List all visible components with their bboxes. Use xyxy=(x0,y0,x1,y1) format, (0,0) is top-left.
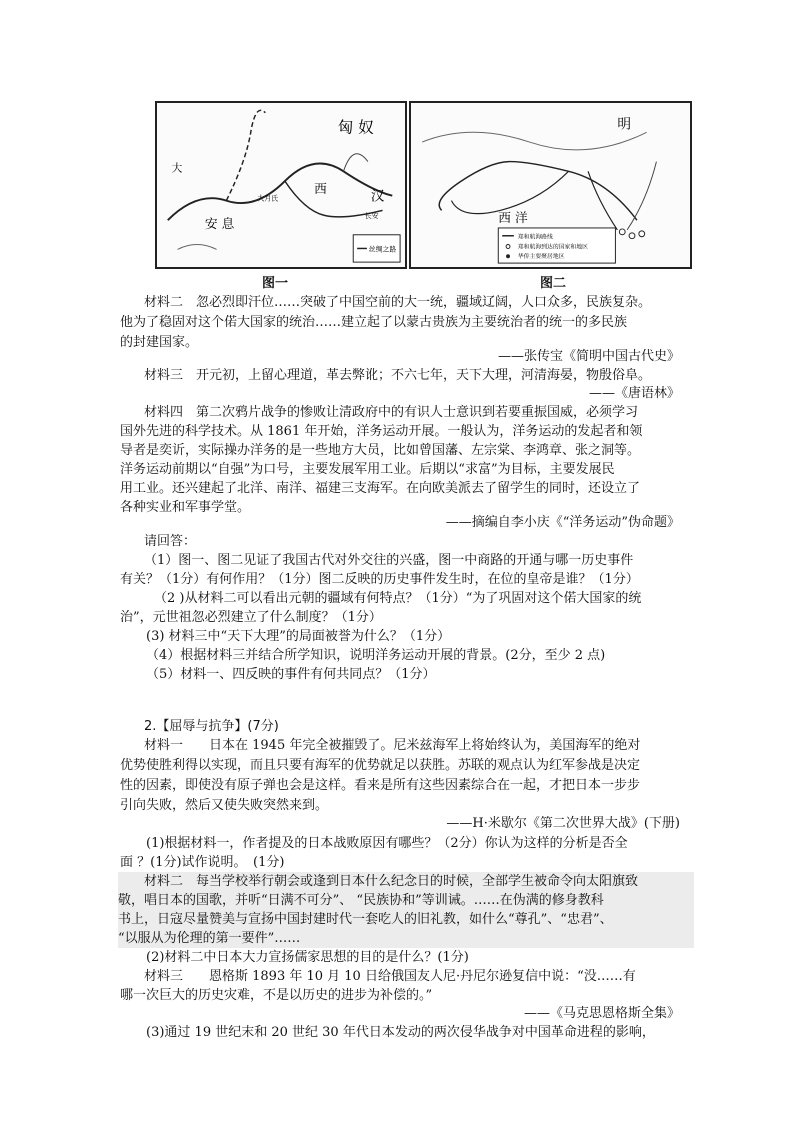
question-2: （2 )从材料二可以看出元朝的疆域有何特点？（1分）“为了巩固对这个偌大国家的统 xyxy=(154,591,642,606)
label-han: 汉 xyxy=(370,188,385,205)
text-line: 国外先进的科学技术。从 1861 年开始，洋务运动开展。一般认为，洋务运动的发起者和领 xyxy=(120,424,643,439)
question-prompt: 请回答： xyxy=(144,534,197,549)
legend-overseas: 华侨主要聚居地区 xyxy=(517,254,565,261)
label-anxi: 安 息 xyxy=(204,215,235,231)
label-xi: 西 xyxy=(314,180,327,196)
question-3: (3)通过 19 世纪末和 20 世纪 30 年代日本发动的两次侵华战争对中国革命进程的影响， xyxy=(146,1025,655,1040)
text-line: 性的因素，即使没有原子弹也会是这样。看来是所有这些因素综合在一起，才把日本一步步 xyxy=(120,778,641,793)
label-xiyang: 西 洋 xyxy=(498,210,528,226)
citation: ——摘编自李小庆《“洋务运动”伪命题》 xyxy=(445,515,680,530)
text-line: 材料四 第二次鸦片战争的惨败让清政府中的有识人士意识到若要重振国威，必须学习 xyxy=(144,405,639,420)
figure-silk-road-map xyxy=(155,101,407,269)
text-line: 书上，日寇尽量赞美与宣扬中国封建时代一套吃人的旧礼教，如什么“尊孔”、“忠君”、 xyxy=(118,910,694,929)
text-line: 优势使胜利得以实现，而且只要有海军的优势就足以获胜。苏联的观点认为红军参战是决定 xyxy=(120,758,641,773)
figure-zhenghe-map xyxy=(409,101,692,269)
legend-country: 郑和航海到达的国家和地区 xyxy=(517,244,588,251)
question-2-cont: 治”，元世祖忽必烈建立了什么制度？（1分） xyxy=(120,610,382,625)
question-1-cont: 面 ？(1分)试作说明。 (1分) xyxy=(120,855,285,870)
text-line: 敬，唱日本的国歌，并听“日满不可分”、 “民族协和”等训诫。……在伪满的修身教科 xyxy=(118,891,694,910)
legend-overseas-icon xyxy=(506,254,510,258)
text-line: 材料二 每当学校举行朝会或逢到日本什么纪念日的时候，全部学生被命令向太阳旗致 xyxy=(118,872,694,891)
legend-label: 丝绸之路 xyxy=(368,245,397,254)
legend-route: 郑和航海路线 xyxy=(517,234,553,241)
text-line: 他为了稳固对这个偌大国家的统治……建立起了以蒙古贵族为主要统治者的统一的多民族 xyxy=(120,315,628,330)
text-line: 哪一次巨大的历史灾难，不是以历史的进步为补偿的。” xyxy=(120,988,433,1003)
citation: ——《马克思恩格斯全集》 xyxy=(523,1006,680,1021)
question-2: (2)材料二中日本大力宣扬儒家思想的目的是什么？(1分) xyxy=(146,950,469,965)
figure1-caption: 图一 xyxy=(262,276,289,291)
label-changan: 长安 xyxy=(364,212,379,221)
question-5: （5）材料一、四反映的事件有何共同点？（1分） xyxy=(146,667,436,682)
text-line: 引向失败，然后又使失败突然来到。 xyxy=(120,798,329,813)
label-xiongnu: 匈 奴 xyxy=(337,118,374,137)
citation: ——H·米歇尔《第二次世界大战》(下册) xyxy=(446,816,680,831)
text-line: 各种实业和军事学堂。 xyxy=(120,500,251,515)
text-line: 导者是奕䜣，实际操办洋务的是一些地方大员，比如曾国藩、左宗棠、李鸿章、张之洞等。 xyxy=(120,443,641,458)
question-1-cont: 有关？（1分）有何作用？（1分）图二反映的历史事件发生时，在位的皇帝是谁？（1分） xyxy=(120,572,639,587)
citation: ——张传宝《简明中国古代史》 xyxy=(497,349,680,364)
question-4: （4）根据材料三并结合所学知识，说明洋务运动开展的背景。(2分，至少 2 点) xyxy=(146,648,606,663)
text-line: 用工业。还兴建起了北洋、南洋、福建三支海军。在向欧美派去了留学生的同时，还设立了 xyxy=(120,481,641,496)
text-line: 材料三 开元初，上留心理道，革去弊讹；不六七年，天下大理，河清海晏，物殷俗阜。 xyxy=(144,368,652,383)
text-line: 洋务运动前期以“自强”为口号，主要发展军用工业。后期以“求富”为目标，主要发展民 xyxy=(120,462,615,477)
text-line: 材料三 恩格斯 1893 年 10 月 10 日给俄国友人尼·丹尼尔逊复信中说：“没……有 xyxy=(144,969,636,984)
label-da: 大 xyxy=(171,161,183,175)
text-line: 材料一 日本在 1945 年完全被摧毁了。尼米兹海军上将始终认为，美国海军的绝对 xyxy=(144,738,641,753)
figure2-caption: 图二 xyxy=(540,276,567,291)
question-1: （1）图一、图二见证了我国古代对外交往的兴盛，图一中商路的开通与哪一历史事件 xyxy=(144,553,634,568)
section2-heading: 2.【屈辱与抗争】(7分) xyxy=(144,719,279,734)
text-line: “以服从为伦理的第一要件”…… xyxy=(118,929,694,948)
text-line: 的封建国家。 xyxy=(120,335,199,350)
silk-road-map-drawing xyxy=(157,103,405,267)
citation: ——《唐语林》 xyxy=(588,386,680,401)
question-1: (1)根据材料一，作者提及的日本战败原因有哪些？（2分）你认为这样的分析是否全 xyxy=(146,836,628,851)
question-3: (3) 材料三中“天下大理”的局面被誉为什么？（1分） xyxy=(146,629,451,644)
zhenghe-map-drawing xyxy=(411,103,690,267)
label-ming: 明 xyxy=(617,116,632,133)
text-line: 材料二 忽必烈即汗位……突破了中国空前的大一统，疆域辽阔，人口众多，民族复杂。 xyxy=(144,295,652,310)
label-dayue: 大月氏 xyxy=(257,194,279,203)
